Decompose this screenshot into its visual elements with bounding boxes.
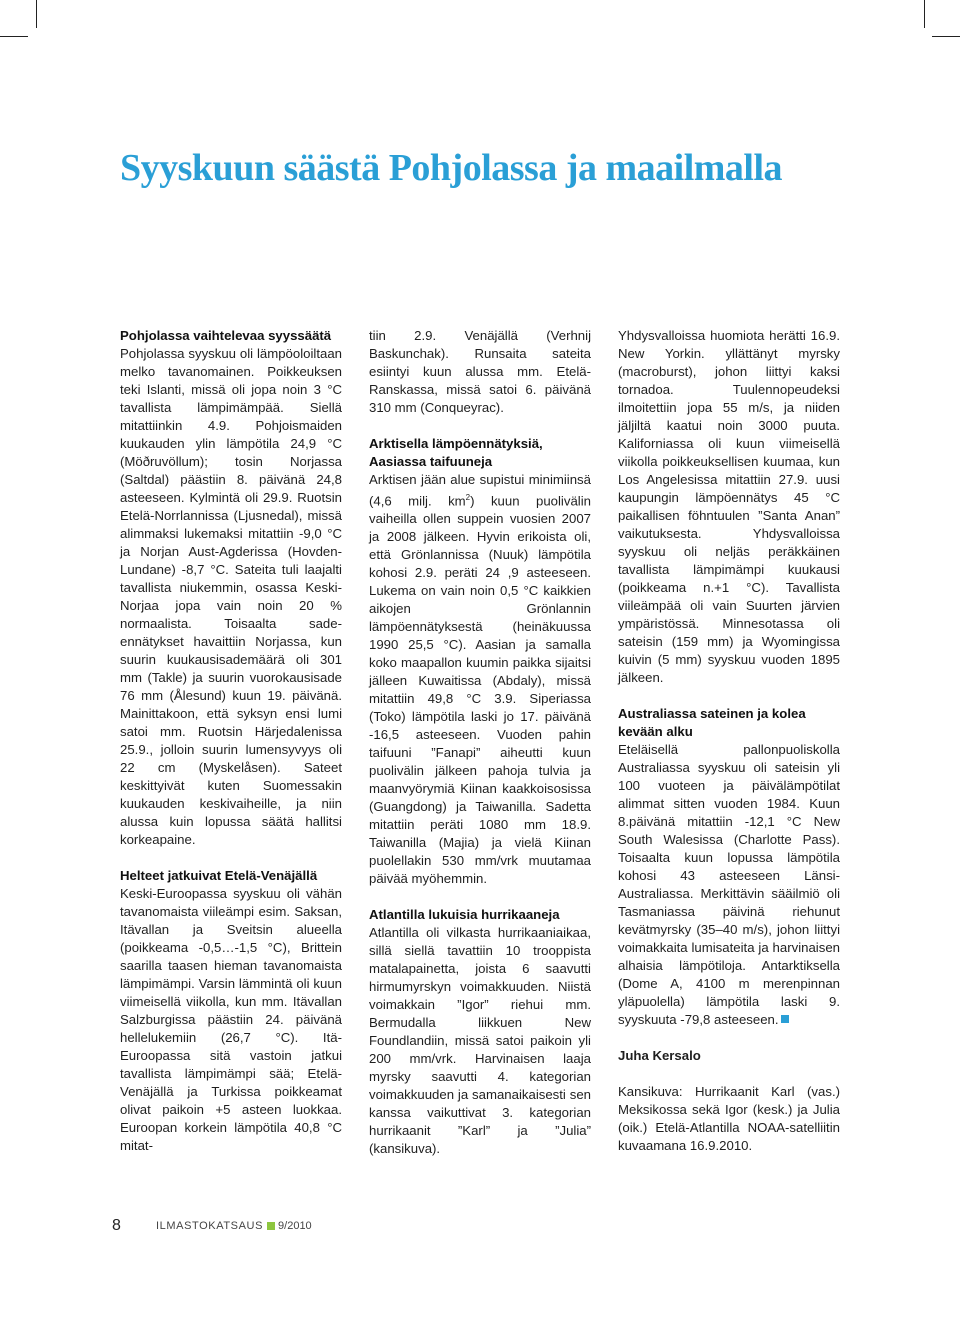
section-heading-australia: Australiassa sateinen ja kolea kevään alku: [618, 706, 806, 739]
page-footer: [112, 1216, 312, 1236]
section-heading-atlantic: Atlantilla lukuisia hurrikaaneja: [369, 907, 560, 923]
paragraph-australia: [618, 741, 840, 1029]
column-1: [120, 327, 342, 1155]
paragraph-usa: Yhdysvalloissa huomiota herätti 16.9. New Yorkin. yllättänyt myrsky (macroburst), johon liittyi kaksi tornadoa. Tuulennopeudeksi ilmoitettiin jopa 55 m/s, ja niiden jäljiltä kaatui noin 3000 puuta. Kaliforniassa oli kuun viimeisellä viikolla poikkeuksellisen kuumaa, kun Los Angelesissa mitattiin 27.9. uusi kaupungin lämpöennätys 45 °C paikallisen föhntuulen ”Santa Anan” vaikutuksesta. Yhdysvalloissa syyskuu oli neljäs peräkkäinen tavallista lämpimämpi kuukausi (poikkeama n.+1 °C). Tavallista viileämpää oli vain Suurten järvien ympäristössä. Minnesotassa oli sateisin (159 mm) ja Wyomingissa kuivin (5 mm) syyskuu vuoden 1895 jälkeen.: [618, 328, 840, 685]
paragraph-europe: Keski-Euroopassa syyskuu oli vähän tavanomaista viileämpi esim. Saksan, Itävallan ja Sveitsin alueella (poikkeama -0,5…-1,5 °C), Brittein saarilla taasen hieman tavanomaista lämpimämpi. Varsin lämmintä oli kuun viimeisellä viikolla, kun mm. Itävallan Salzburgissa päästiin 24. päivänä hellelukemiin (26,7 °C). Itä-Euroopassa sitä vastoin jatkui tavallista lämpimämpi sää; Etelä-Venäjällä ja Turkissa poikkeamat olivat paikoin +5 asteen luokkaa. Euroopan korkein lämpötila 40,8 °C mitat-: [120, 886, 342, 1153]
superscript-2: 2: [465, 493, 471, 502]
column-3: [618, 327, 840, 1155]
crop-mark-top-left-vertical: [36, 0, 37, 28]
end-of-article-square-icon: [781, 1015, 789, 1023]
section-heading-europe: Helteet jatkuivat Etelä-Venäjällä: [120, 868, 318, 883]
author-name: Juha Kersalo: [618, 1048, 701, 1063]
section-heading-pohjola: Pohjolassa vaihtelevaa syyssäätä: [120, 328, 332, 343]
arctic-text-part-1: Arktisen jään alue supistui minimiinsä (4,6 milj. km: [369, 472, 591, 509]
paragraph-pohjola: Pohjolassa syyskuu oli lämpöoloiltaan melko tavanomainen. Poikkeuksen teki Islanti, missä oli jopa noin 3 °C tavallista lämpimämpää. Siellä mitattiinkin 4.9. Pohjoismaiden kuukauden ylin lämpötila 24,9 °C (Möðruvöllum); tosin Norjassa (Saltdal) päästiin 8. päivänä 24,8 asteeseen. Kylmintä oli 29.9. Ruotsin Etelä-Norrlannissa (Ljusnedal), missä alimmaksi lukemaksi mitattiin -9,0 °C ja Norjan Aust-Agderissa (Hovden-Lundane) -8,7 °C. Sateita tuli laajalti tavallista niukemmin, osassa Keski-Norjaa jopa vain noin 20 % normaalista. Toisaalta sade-ennätykset havaittiin Norjassa, kun suurin kuukausisademäärä oli 301 mm (Takle) ja suurin vuorokausisade 76 mm (Ålesund) kuun 19. päivänä. Mainittakoon, että syksyn ensi lumi satoi mm. Ruotsin Härjedalenissa 25.9., jolloin suurin lumensyvyys oli 22 cm (Myskelåsen). Sateet keskittyivät kuten Suomessakin kuukauden keskivaiheille, ja niin alussa kuin lopussa säätä hallitsi korkeapaine.: [120, 346, 342, 847]
crop-mark-top-right-vertical: [924, 0, 925, 28]
cover-image-caption: Kansikuva: Hurrikaanit Karl (vas.) Meksikossa sekä Igor (kesk.) ja Julia (oik.) Etelä-Atlantilla NOAA-satelliitin kuvaamana 16.9.2010.: [618, 1084, 840, 1153]
article-title: Syyskuun säästä Pohjolassa ja maailmalla: [120, 147, 783, 189]
paragraph-arctic-asia: [369, 471, 591, 888]
arctic-text-part-2: ) kuun puolivälin vaiheilla ollen suppein vuosien 2007 ja 2008 jälkeen. Hyvin erikoista oli, että Grönlannissa (Nuuk) lämpötila kohosi 2.9. peräti 24 ,9 asteeseen. Lukema on vain noin 0,5 °C kaikkien aikojen Grönlannin lämpöennätyksestä (heinäkuussa 1990 25,5 °C). Aasian ja samalla koko maapallon kuumin paikka sijaitsi jälleen Kuwaitissa (Abdaly), missä mitattiin 49,8 °C 3.9. Siperiassa (Toko) lämpötila laski jo 17. päivänä -16,5 asteeseen. Vuoden pahin taifuuni ”Fanapi” aiheutti kuun puolivälin jälkeen pahoja tulvia ja maanvyörymiä Kiinan kaakkoisosissa (Guangdong) ja Taiwanilla. Sadetta mitattiin peräti 1080 mm 18.9. Taiwanilla (Majia) ja vielä Kiinan puolellakin 530 mm/vrk muutamaa päivää myöhemmin.: [369, 493, 591, 887]
australia-text: Eteläisellä pallonpuoliskolla Australiassa syyskuu oli sateisin yli 100 vuoteen ja päivälämpötilat alimmat sitten vuoden 1984. Kuun 8.päivänä mitattiin -12,1 °C New South Walesissa (Charlotte Pass). Toisaalta kuun lopussa lämpötila kohosi 43 asteeseen Länsi-Australiassa. Merkittävin sääilmiö oli Tasmaniassa päivinä riehunut kevätmyrsky (35–40 m/s), johon liittyi voimakkaita lumisateita ja harvinaisen alhaisia lämpötiloja. Antarktiksella (Dome A, 4100 m merenpinnan yläpuolella) lämpötila laski 9. syyskuuta -79,8 asteeseen.: [618, 742, 840, 1027]
crop-mark-top-right-horizontal: [932, 36, 960, 37]
column-2: [369, 327, 591, 1158]
footer-square-icon: [267, 1222, 275, 1230]
paragraph-atlantic: Atlantilla oli vilkasta hurrikaaniaikaa, sillä siellä tavattiin 10 trooppista matalapainetta, joista 6 saavutti hirmumyrskyn voimakkuuden. Niistä voimakkain ”Igor” riehui mm. Bermudalla liikkuen New Foundlandiin, missä satoi paikoin yli 200 mm/vrk. Harvinaisen laaja myrsky saavutti 4. kategorian voimakkuuden ja samanaikaisesti sen kanssa vaikuttivat 3. kategorian hurrikaanit ”Karl” ja ”Julia” (kansikuva).: [369, 925, 591, 1157]
section-heading-arctic-asia: Arktisella lämpöennätyksiä, Aasiassa taifuuneja: [369, 436, 543, 469]
paragraph-europe-continued: tiin 2.9. Venäjällä (Verhnij Baskunchak). Runsaita sateita esiintyi kuun alussa mm. Etelä-Ranskassa, missä satoi 6. päivänä 310 mm (Conqueyrac).: [369, 328, 591, 415]
publication-name: ILMASTOKATSAUS: [156, 1220, 264, 1232]
page-number: 8: [112, 1217, 121, 1234]
issue-number: 9/2010: [278, 1220, 312, 1232]
crop-mark-top-left-horizontal: [0, 36, 28, 37]
